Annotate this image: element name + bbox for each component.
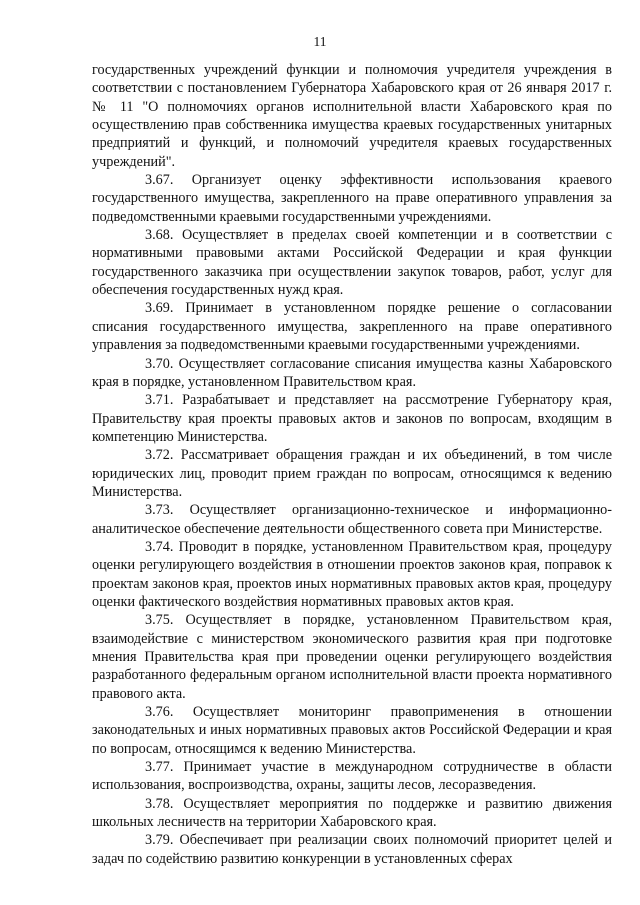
paragraph-3-70: 3.70. Осуществляет согласование списания имущества казны Хабаровского края в порядке, установленном Правительством края. [92,355,612,390]
paragraph-3-79: 3.79. Обеспечивает при реализации своих полномочий приоритет целей и задач по содействию развитию конкуренции в установленных сферах [92,832,612,867]
paragraph-3-69: 3.69. Принимает в установленном порядке решение о согласовании списания государственного имущества, закрепленного на праве оперативного управления за подведомственными краевыми государственными учреждениями. [92,300,612,354]
paragraph-3-75: 3.75. Осуществляет в порядке, установленном Правительством края, взаимодействие с министерством экономического развития края при подготовке мнения Правительства края при проведении оценки регулирующего воздействия разработанного федеральным органом исполнительной власти проекта нормативного правового акта. [92,612,612,702]
page-number: 11 [313,34,327,49]
paragraph-3-67: 3.67. Организует оценку эффективности использования краевого государственного имущества, закрепленного на праве оперативного управления за подведомственными краевыми государственными учреждениями. [92,172,612,225]
paragraph-3-78: 3.78. Осуществляет мероприятия по поддержке и развитию движения школьных лесничеств на территории Хабаровского края. [92,795,612,831]
paragraph-3-74: 3.74. Проводит в порядке, установленном Правительством края, процедуру оценки регулирующего воздействия в отношении проектов законов края, поправок к проектам законов края, проектов иных нормативных правовых актов края, процедуру оценки фактического воздействия нормативных правовых актов края. [92,538,612,610]
paragraph-3-71: 3.71. Разрабатывает и представляет на рассмотрение Губернатору края, Правительству края проекты правовых актов и законов по вопросам, входящим в компетенцию Министерства. [92,392,612,445]
document-body [92,61,612,868]
paragraph-3-72: 3.72. Рассматривает обращения граждан и их объединений, в том числе юридических лиц, проводит прием граждан по вопросам, относящимся к ведению Министерства. [92,447,612,500]
paragraph-3-73: 3.73. Осуществляет организационно-техническое и информационно-аналитическое обеспечение деятельности общественного совета при Министерстве. [92,502,612,537]
paragraph-3-77: 3.77. Принимает участие в международном сотрудничестве в области использования, воспроизводства, охраны, защиты лесов, лесоразведения. [92,759,612,794]
paragraph-continuation: государственных учреждений функции и полномочия учредителя учреждения в соответствии с постановлением Губернатора Хабаровского края от 26 января 2017 г. № 11 "О полномочиях органов исполнительной власти Хабаровского края по осуществлению прав собственника имущества краевых государственных унитарных предприятий и функций, и полномочий учредителя краевых государственных учреждений". [92,62,612,170]
paragraph-3-76: 3.76. Осуществляет мониторинг правоприменения в отношении законодательных и иных нормативных правовых актов Российской Федерации и края по вопросам, относящимся к ведению Министерства. [92,704,612,757]
paragraph-3-68: 3.68. Осуществляет в пределах своей компетенции и в соответствии с нормативными правовыми актами Российской Федерации и края функции государственного заказчика при осуществлении закупок товаров, работ, услуг для обеспечения государственных нужд края. [92,227,612,299]
